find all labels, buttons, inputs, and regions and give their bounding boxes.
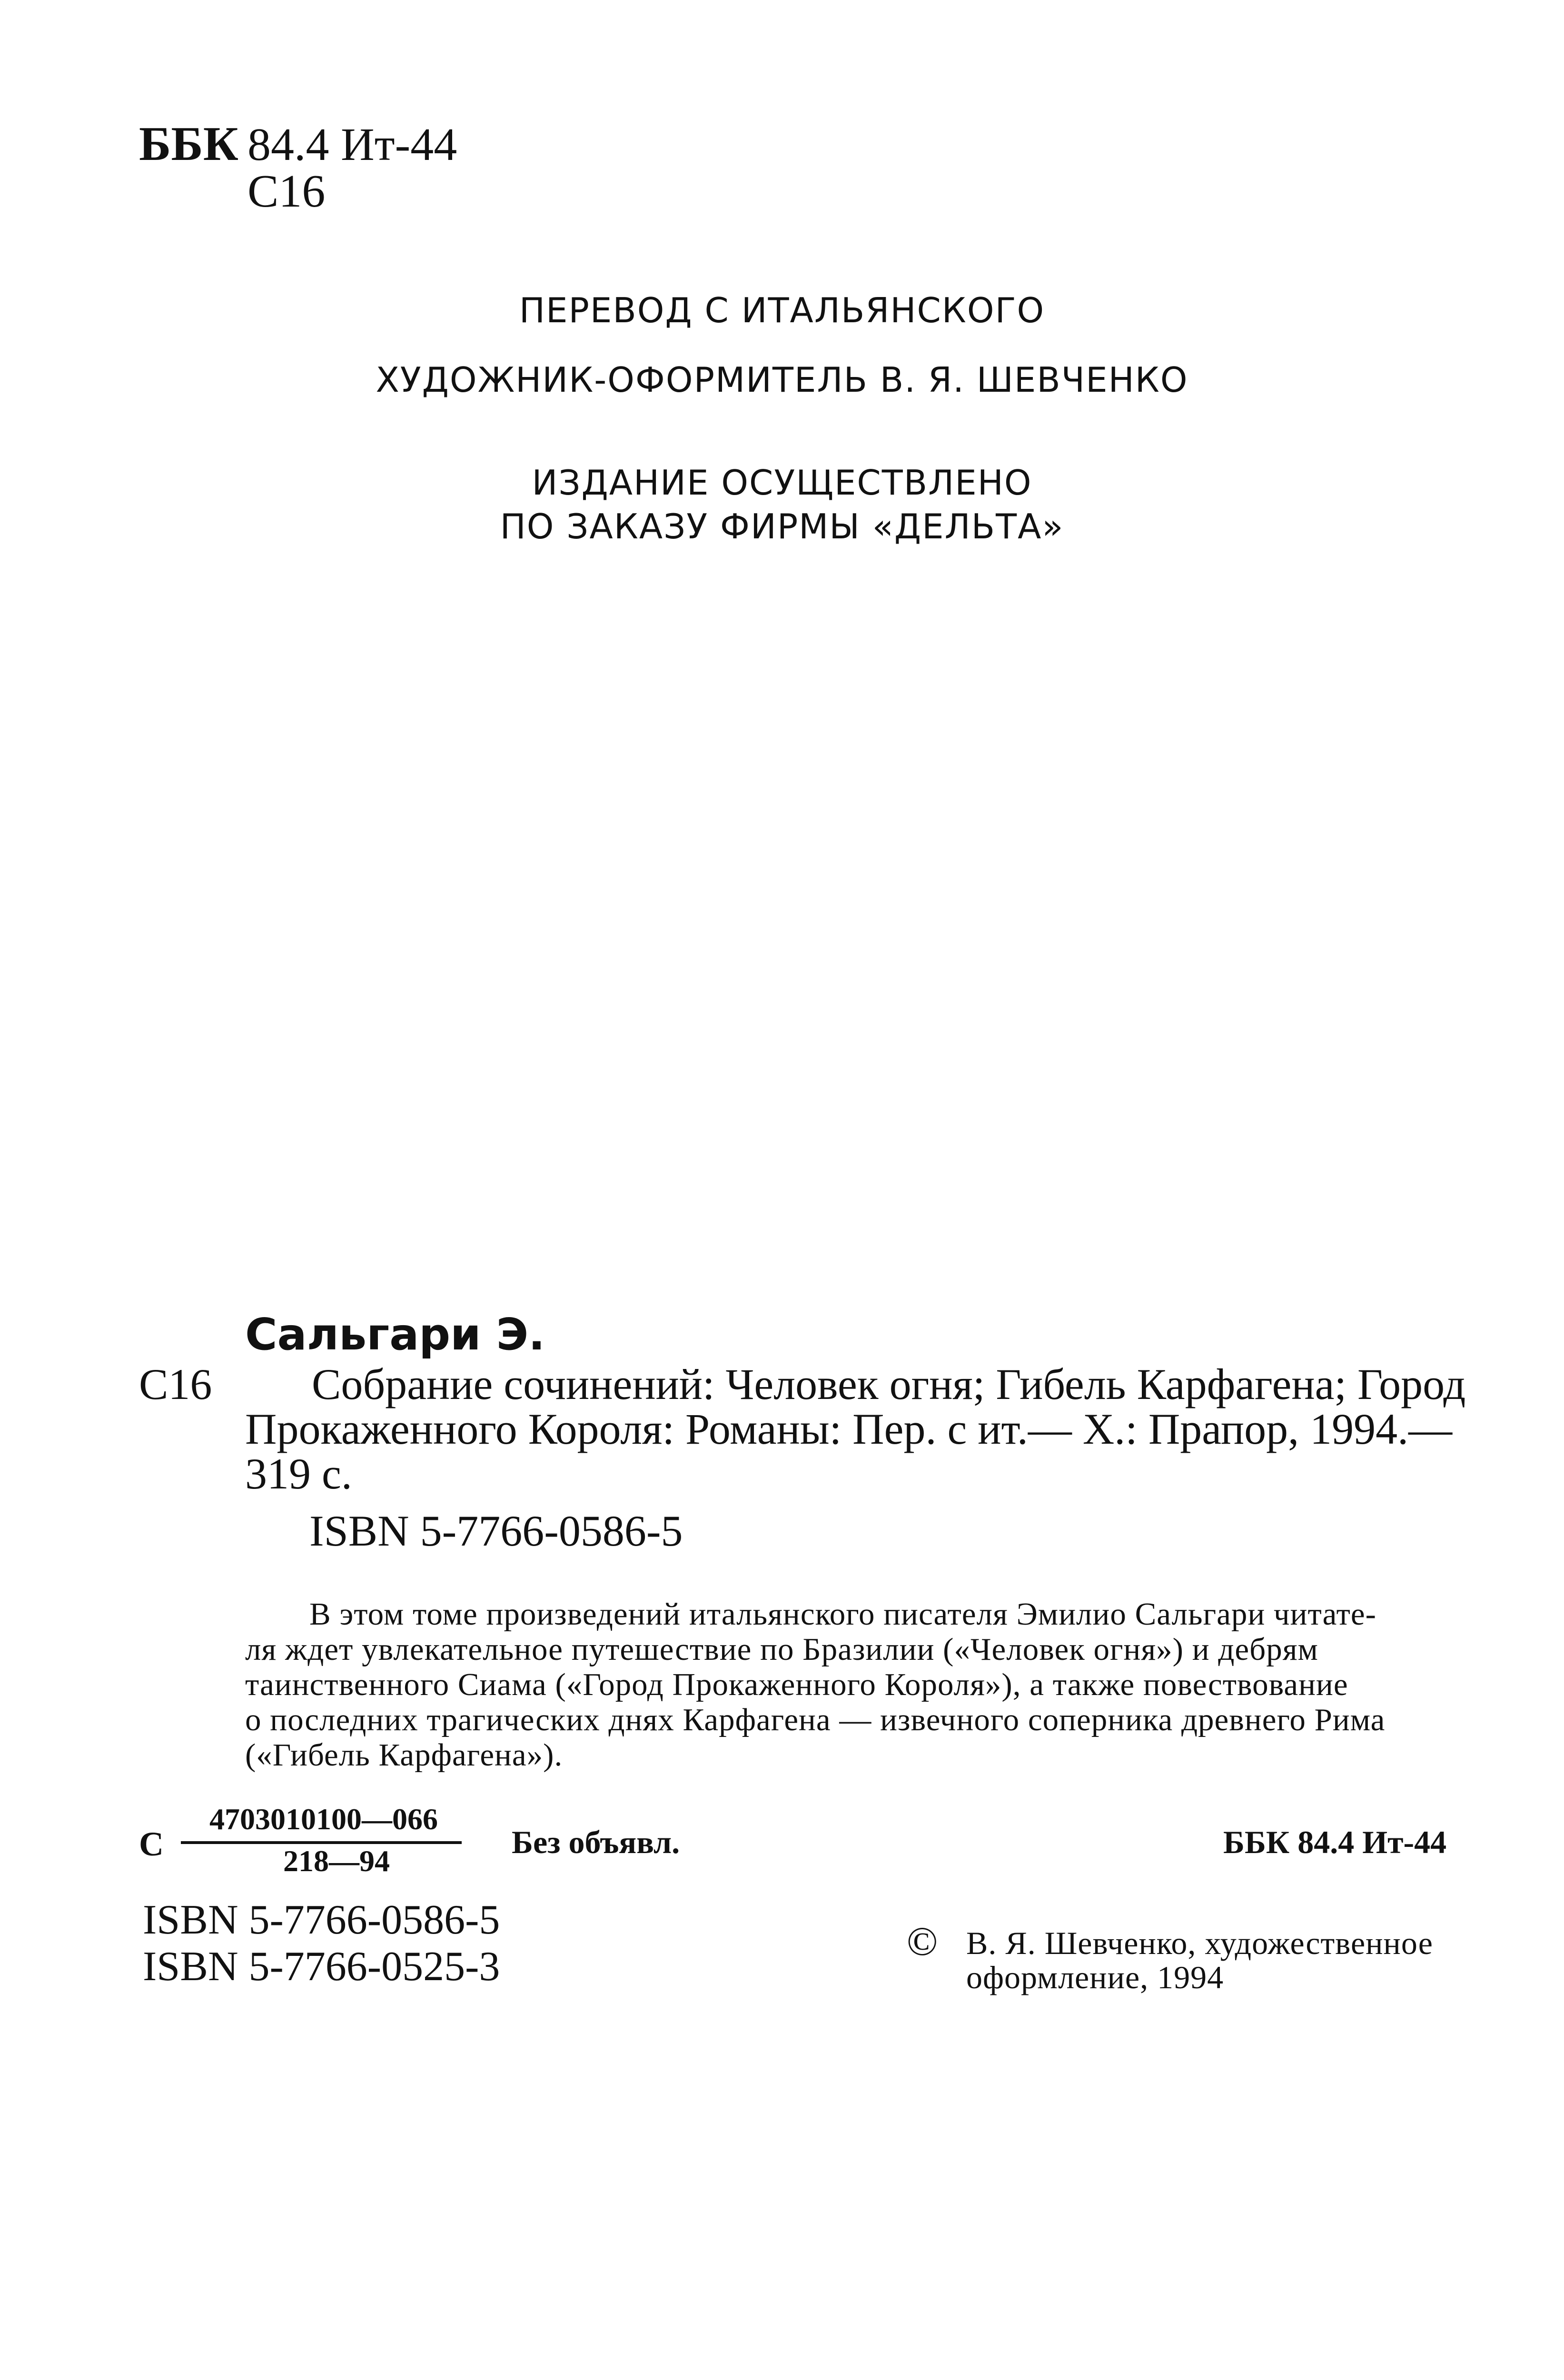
isbn-line2: ISBN 5-7766-0525-3 bbox=[143, 1944, 500, 1990]
translation-credit: ПЕРЕВОД С ИТАЛЬЯНСКОГО bbox=[519, 290, 1045, 330]
annotation-line5: («Гибель Карфагена»). bbox=[245, 1737, 563, 1773]
catalog-code: С16 bbox=[139, 1360, 212, 1408]
copyright-line1: В. Я. Шевченко, художественное bbox=[966, 1925, 1433, 1961]
annotation-line4: о последних трагических днях Карфагена — извечного соперника древнего Рима bbox=[245, 1702, 1386, 1737]
bbk-code: 84.4 Ит-44 bbox=[247, 119, 457, 170]
publication-note-line1: ИЗДАНИЕ ОСУЩЕСТВЛЕНО bbox=[532, 463, 1032, 503]
isbn-line1: ISBN 5-7766-0586-5 bbox=[143, 1897, 500, 1943]
bbk-label: ББК bbox=[139, 117, 238, 171]
annotation-line2: ля ждет увлекательное путешествие по Бразилии («Человек огня») и дебрям bbox=[245, 1632, 1318, 1667]
no-ad-note: Без объявл. bbox=[512, 1824, 680, 1860]
catalog-description-line2: Прокаженного Короля: Романы: Пер. с ит.— Х.: Прапор, 1994.— bbox=[245, 1405, 1453, 1453]
publication-note-line2: ПО ЗАКАЗУ ФИРМЫ «ДЕЛЬТА» bbox=[500, 506, 1064, 546]
catalog-description-line1: Собрание сочинений: Человек огня; Гибель Карфагена; Город bbox=[312, 1360, 1466, 1408]
imprint-letter: С bbox=[139, 1825, 164, 1863]
catalog-author: Сальгари Э. bbox=[245, 1309, 545, 1360]
artist-credit: ХУДОЖНИК-ОФОРМИТЕЛЬ В. Я. ШЕВЧЕНКО bbox=[376, 360, 1188, 400]
imprint-denominator: 218—94 bbox=[283, 1844, 390, 1878]
imprint-bbk: ББК 84.4 Ит-44 bbox=[1223, 1824, 1447, 1860]
imprint-numerator: 4703010100—066 bbox=[209, 1802, 438, 1836]
annotation-line1: В этом томе произведений итальянского писателя Эмилио Сальгари читате- bbox=[309, 1597, 1376, 1632]
catalog-description-line3: 319 с. bbox=[245, 1449, 352, 1498]
copyright-icon: © bbox=[907, 1918, 938, 1964]
catalog-isbn: ISBN 5-7766-0586-5 bbox=[309, 1507, 683, 1555]
annotation-line3: таинственного Сиама («Город Прокаженного Короля»), а также повествование bbox=[245, 1667, 1348, 1702]
copyright-line2: оформление, 1994 bbox=[966, 1959, 1224, 1995]
bbk-author-mark: С16 bbox=[247, 166, 326, 217]
